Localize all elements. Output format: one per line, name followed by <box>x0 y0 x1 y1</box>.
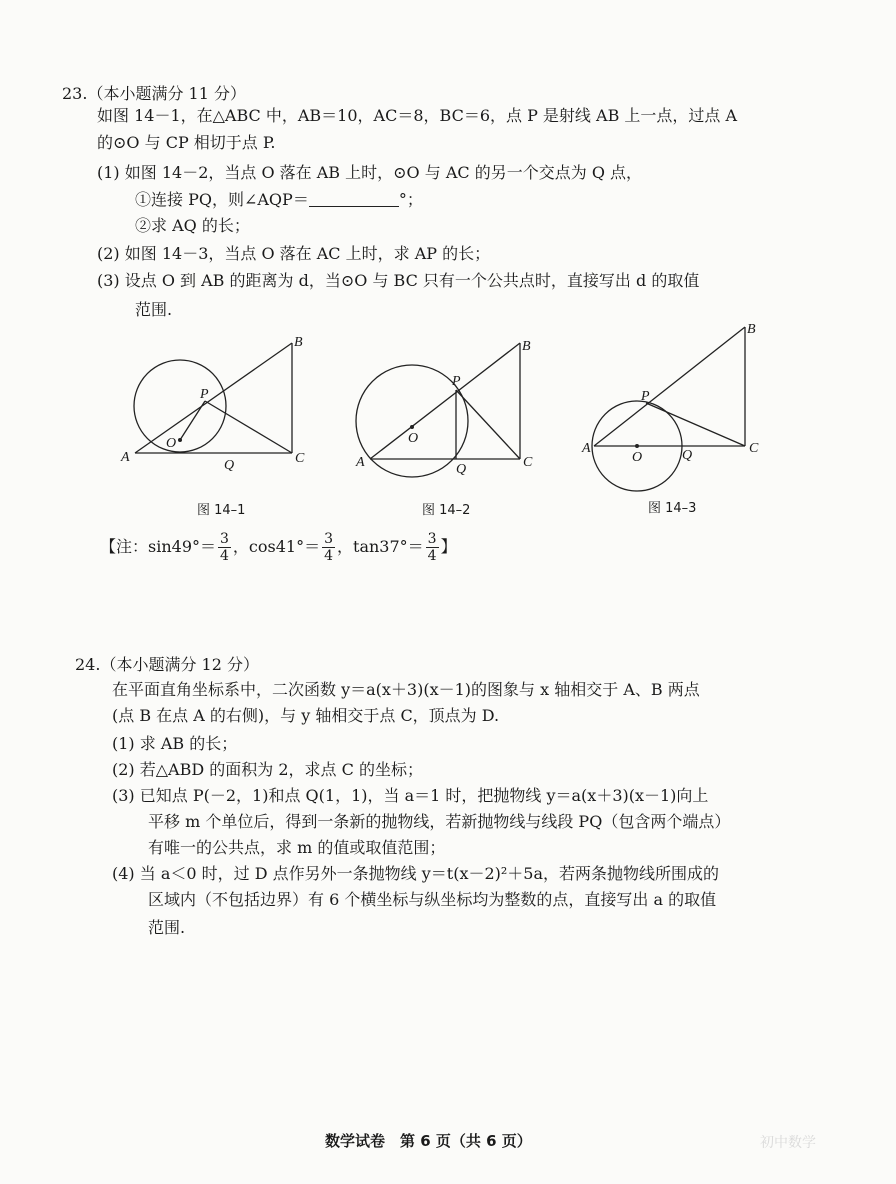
q23-part3: (3) 设点 O 到 AB 的距离为 d，当⊙O 与 BC 只有一个公共点时，直接写出 d 的取值 <box>97 271 700 290</box>
note-tan: ，tan37°＝ <box>337 537 424 556</box>
note-close: 】 <box>440 537 457 556</box>
caption-fig-14-2: 图 14–2 <box>422 503 471 518</box>
label-o-fig3: O <box>632 450 643 465</box>
q24-part2: (2) 若△ABD 的面积为 2，求点 C 的坐标； <box>112 760 423 779</box>
label-o-fig1: O <box>166 436 177 451</box>
q23-part2: (2) 如图 14－3，当点 O 落在 AC 上时，求 AP 的长； <box>97 244 491 263</box>
q23-line1: 如图 14－1，在△ABC 中，AB＝10，AC＝8，BC＝6，点 P 是射线 AB 上一点，过点 A <box>97 106 738 125</box>
q23-part1a-text: ①连接 PQ，则∠AQP＝ <box>135 190 309 209</box>
label-c-fig2: C <box>523 455 533 470</box>
q24-part1: (1) 求 AB 的长； <box>112 734 238 753</box>
q23-part3b: 范围. <box>135 300 173 319</box>
label-q-fig1: Q <box>224 458 235 473</box>
label-a-fig3: A <box>582 441 591 456</box>
label-p-fig3: P <box>641 389 650 404</box>
label-a-fig1: A <box>121 450 130 465</box>
note-cos: ，cos41°＝ <box>232 537 321 556</box>
geometry-figures <box>0 0 896 540</box>
q24-part4a: (4) 当 a＜0 时，过 D 点作另外一条抛物线 y＝t(x－2)²＋5a，若两条抛物线所围成的 <box>112 864 720 883</box>
q24-line1: 在平面直角坐标系中，二次函数 y＝a(x＋3)(x－1)的图象与 x 轴相交于 A、B 两点 <box>112 680 700 699</box>
label-a-fig2: A <box>356 455 365 470</box>
label-c-fig1: C <box>295 451 305 466</box>
label-b-fig3: B <box>747 322 756 337</box>
label-p-fig2: P <box>452 374 461 389</box>
q23-part1b: ②求 AQ 的长； <box>135 216 250 235</box>
label-q-fig3: Q <box>682 448 693 463</box>
label-q-fig2: Q <box>456 462 467 477</box>
watermark: 初中数学 <box>760 1135 816 1151</box>
fraction: $\frac{3}{4}$ <box>427 530 437 564</box>
q23-note <box>100 527 457 567</box>
figure-14-2 <box>356 343 520 477</box>
figure-14-3 <box>592 327 745 491</box>
fraction: $\frac{3}{4}$ <box>324 530 334 564</box>
q23-part1: (1) 如图 14－2，当点 O 落在 AB 上时，⊙O 与 AC 的另一个交点为 Q 点， <box>97 163 643 182</box>
q24-part4c: 范围. <box>148 918 186 937</box>
label-c-fig3: C <box>749 441 759 456</box>
q24-part3b: 平移 m 个单位后，得到一条新的抛物线，若新抛物线与线段 PQ（包含两个端点） <box>148 812 731 831</box>
caption-fig-14-1: 图 14–1 <box>197 503 246 518</box>
q24-part3a: (3) 已知点 P(－2，1)和点 Q(1，1)，当 a＝1 时，把抛物线 y＝a(x＋3)(x－1)向上 <box>112 786 709 805</box>
fraction: $\frac{3}{4}$ <box>220 530 229 564</box>
note-sin: 【注：sin49°＝ <box>100 537 216 556</box>
q24-part4b: 区域内（不包括边界）有 6 个横坐标与纵坐标均为整数的点，直接写出 a 的取值 <box>148 890 717 909</box>
page-footer: 数学试卷 第 6 页（共 6 页） <box>325 1132 532 1150</box>
q24-part3c: 有唯一的公共点，求 m 的值或取值范围； <box>148 838 446 857</box>
label-o-fig2: O <box>408 431 419 446</box>
q23-part1a-degree: °； <box>398 190 423 209</box>
q23-line2: 的⊙O 与 CP 相切于点 P. <box>97 133 276 152</box>
caption-fig-14-3: 图 14–3 <box>648 501 697 516</box>
label-b-fig2: B <box>522 339 531 354</box>
label-p-fig1: P <box>200 387 209 402</box>
label-b-fig1: B <box>294 335 303 350</box>
q24-line2: (点 B 在点 A 的右侧)，与 y 轴相交于点 C，顶点为 D. <box>112 706 500 725</box>
q23-header: 23.（本小题满分 11 分） <box>62 84 246 103</box>
figure-14-1 <box>134 343 292 453</box>
q24-header: 24.（本小题满分 12 分） <box>75 655 259 674</box>
